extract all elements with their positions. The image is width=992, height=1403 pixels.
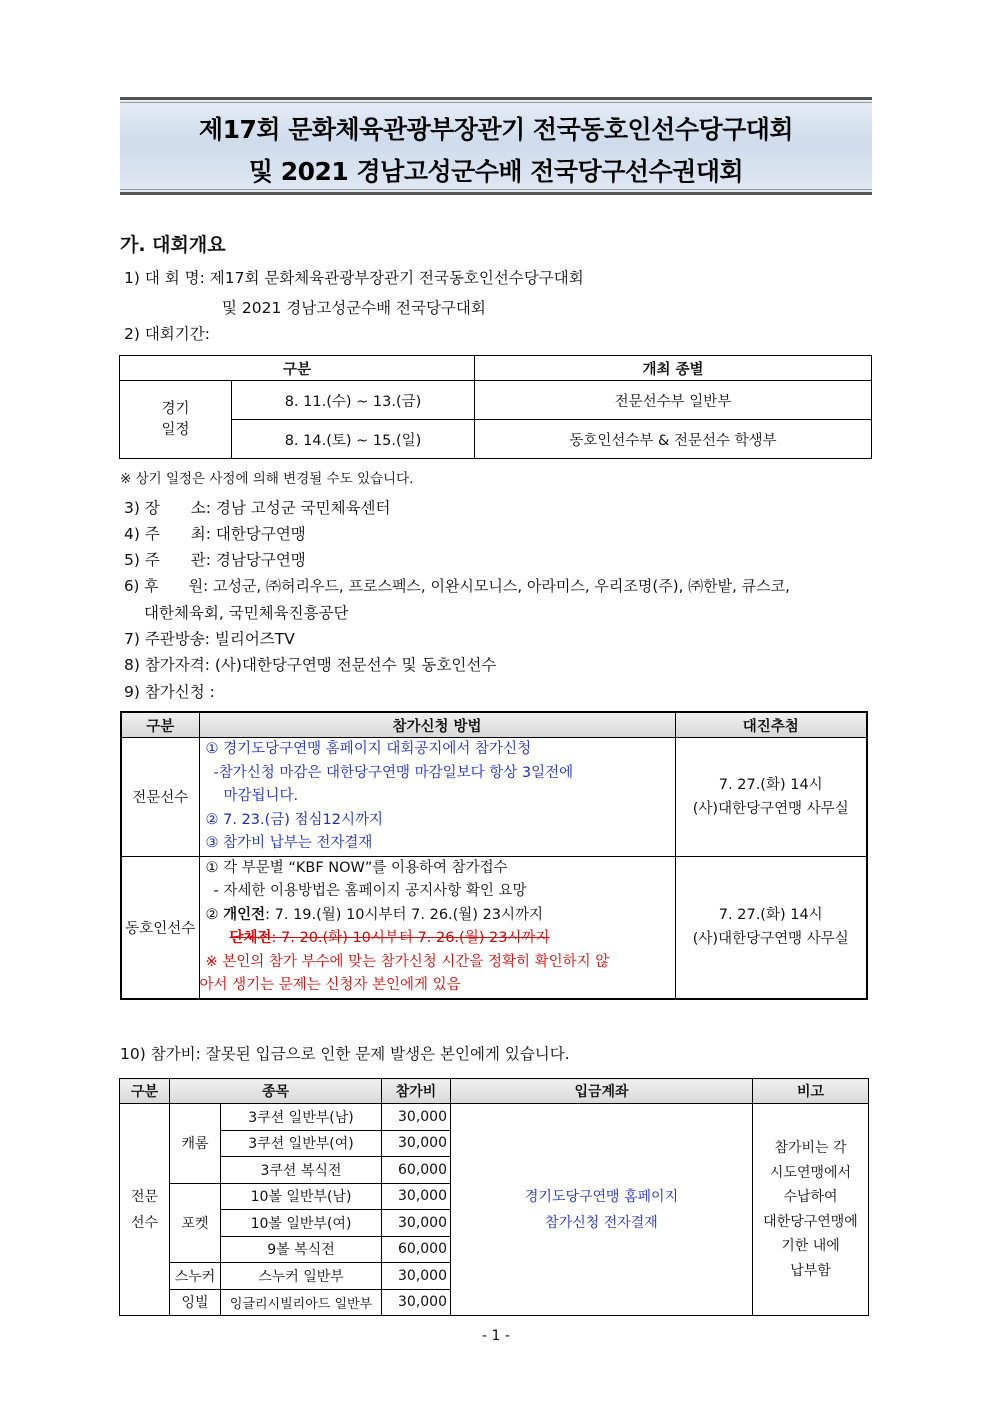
app-amateur-line-1: ① 각 부문별 “KBF NOW”를 이용하여 참가접수 — [205, 859, 508, 876]
app-amateur-team: 단체전 — [229, 930, 272, 946]
app-amateur-draw — [675, 856, 867, 999]
fee-table — [119, 1078, 869, 1316]
title-banner — [120, 97, 872, 195]
app-amateur-line-2: - 자세한 이용방법은 홈페이지 공지사항 확인 요망 — [213, 883, 527, 899]
fee-event: 3쿠션 복식전 — [221, 1157, 382, 1184]
schedule-table — [119, 355, 872, 459]
app-amateur-draw-date: 7. 27.(화) 14시 — [718, 907, 823, 923]
fee-event: 10볼 일반부(여) — [221, 1210, 382, 1237]
app-amateur-team-time: : 7. 20.(화) 10시부터 7. 26.(월) 23시까지 — [271, 930, 550, 946]
schedule-division: 전문선수부 일반부 — [475, 381, 872, 420]
schedule-division: 동호인선수부 & 전문선수 학생부 — [475, 420, 872, 459]
item-venue: 3) 장 소: 경남 고성군 국민체육센터 — [124, 499, 391, 517]
page-number: - 1 - — [482, 1328, 510, 1344]
app-pro-label: 전문선수 — [121, 738, 199, 857]
fee-event: 10볼 일반부(남) — [221, 1183, 382, 1210]
item-name: 1) 대 회 명: 제17회 문화체육관광부장관기 전국동호인선수당구대회 — [124, 269, 584, 287]
title-line-2: 및 2021 경남고성군수배 전국당구선수권대회 — [248, 157, 744, 186]
app-header-category: 구분 — [121, 712, 199, 738]
fee-amount: 30,000 — [382, 1104, 451, 1131]
app-pro-draw-date: 7. 27.(화) 14시 — [718, 776, 823, 793]
item-broadcast: 7) 주관방송: 빌리어즈TV — [124, 630, 295, 648]
fee-english-label: 잉빌 — [170, 1289, 221, 1316]
app-amateur-line-5: ※ 본인의 참가 부수에 맞는 참가신청 시간을 정확히 확인하지 않 — [205, 953, 610, 970]
app-amateur-line-6: 아서 생기는 문제는 신청자 본인에게 있음 — [199, 977, 461, 993]
schedule-header-category: 구분 — [120, 356, 475, 381]
fee-account-line-1: 경기도당구연맹 홈페이지 — [524, 1188, 679, 1205]
fee-header-category: 구분 — [120, 1079, 170, 1104]
fee-event: 3쿠션 일반부(남) — [221, 1104, 382, 1131]
fee-event: 스누커 일반부 — [221, 1263, 382, 1290]
item-sponsor: 6) 후 원: 고성군, ㈜허리우드, 프로스펙스, 이완시모니스, 아라미스, 우리조명(주), ㈜한밭, 큐스코, — [124, 577, 790, 595]
fee-snooker-label: 스누커 — [170, 1263, 221, 1290]
item-eligibility: 8) 참가자격: (사)대한당구연맹 전문선수 및 동호인선수 — [124, 656, 497, 674]
app-amateur-num: ② — [205, 906, 219, 923]
item-organizer: 5) 주 관: 경남당구연맹 — [124, 551, 306, 569]
app-amateur-method — [199, 856, 675, 999]
app-header-method: 참가신청 방법 — [199, 712, 675, 738]
app-pro-draw — [675, 738, 867, 857]
title-line-1: 제17회 문화체육관광부장관기 전국동호인선수당구대회 — [198, 115, 794, 144]
item-sponsor-cont: 대한체육회, 국민체육진흥공단 — [144, 604, 349, 622]
item-application: 9) 참가신청 : — [124, 683, 215, 701]
fee-header-account: 입금계좌 — [451, 1079, 753, 1104]
schedule-date: 8. 14.(토) ~ 15.(일) — [232, 420, 475, 459]
app-pro-line-2: -참가신청 마감은 대한당구연맹 마감일보다 항상 3일전에 — [213, 764, 574, 781]
app-pro-line-4: ② 7. 23.(금) 점심12시까지 — [205, 811, 384, 828]
fee-amount: 30,000 — [382, 1183, 451, 1210]
schedule-date: 8. 11.(수) ~ 13.(금) — [232, 381, 475, 420]
fee-remark: 참가비는 각 시도연맹에서 수납하여 대한당구연맹에 기한 내에 납부함 — [753, 1104, 869, 1316]
fee-header-fee: 참가비 — [382, 1079, 451, 1104]
app-pro-line-5: ③ 참가비 납부는 전자결재 — [205, 835, 373, 851]
section-heading: 가. 대회개요 — [120, 234, 226, 256]
fee-amount: 30,000 — [382, 1289, 451, 1316]
item-period: 2) 대회기간: — [124, 325, 210, 343]
app-pro-method — [199, 738, 675, 857]
item-host: 4) 주 최: 대한당구연맹 — [124, 525, 306, 543]
fee-pocket-label: 포켓 — [170, 1183, 221, 1263]
app-amateur-individual-time: : 7. 19.(월) 10시부터 7. 26.(월) 23시까지 — [265, 906, 544, 923]
fee-group-label: 전문 선수 — [120, 1104, 170, 1316]
fee-header-remark: 비고 — [753, 1079, 869, 1104]
schedule-note: ※ 상기 일정은 사정에 의해 변경될 수도 있습니다. — [120, 471, 414, 487]
fee-carom-label: 캐롬 — [170, 1104, 221, 1184]
fee-account-line-2: 참가신청 전자결재 — [545, 1214, 658, 1231]
fee-event: 3쿠션 일반부(여) — [221, 1130, 382, 1157]
app-pro-line-1: ① 경기도당구연맹 홈페이지 대회공지에서 참가신청 — [205, 741, 532, 757]
app-amateur-line-3 — [206, 904, 675, 928]
fee-amount: 30,000 — [382, 1210, 451, 1237]
fee-event: 잉글리시빌리아드 일반부 — [221, 1289, 382, 1316]
fee-amount: 60,000 — [382, 1236, 451, 1263]
fee-account — [451, 1104, 753, 1316]
app-amateur-draw-place: (사)대한당구연맹 사무실 — [692, 931, 849, 947]
schedule-header-division: 개최 종별 — [475, 356, 872, 381]
schedule-row-label: 경기 일정 — [120, 381, 232, 459]
app-amateur-line-4 — [206, 927, 675, 951]
app-header-draw: 대진추첨 — [675, 712, 867, 738]
item-fee: 10) 참가비: 잘못된 입금으로 인한 문제 발생은 본인에게 있습니다. — [120, 1045, 570, 1063]
fee-amount: 30,000 — [382, 1263, 451, 1290]
fee-header-event: 종목 — [170, 1079, 382, 1104]
app-pro-line-3: 마감됩니다. — [223, 788, 299, 804]
fee-event: 9볼 복식전 — [221, 1236, 382, 1263]
application-table — [120, 711, 868, 1000]
fee-amount: 30,000 — [382, 1130, 451, 1157]
fee-amount: 60,000 — [382, 1157, 451, 1184]
app-pro-draw-place: (사)대한당구연맹 사무실 — [692, 800, 849, 817]
item-name-cont: 및 2021 경남고성군수배 전국당구대회 — [222, 299, 486, 317]
app-amateur-individual: 개인전 — [223, 906, 266, 923]
app-amateur-label: 동호인선수 — [121, 856, 199, 999]
